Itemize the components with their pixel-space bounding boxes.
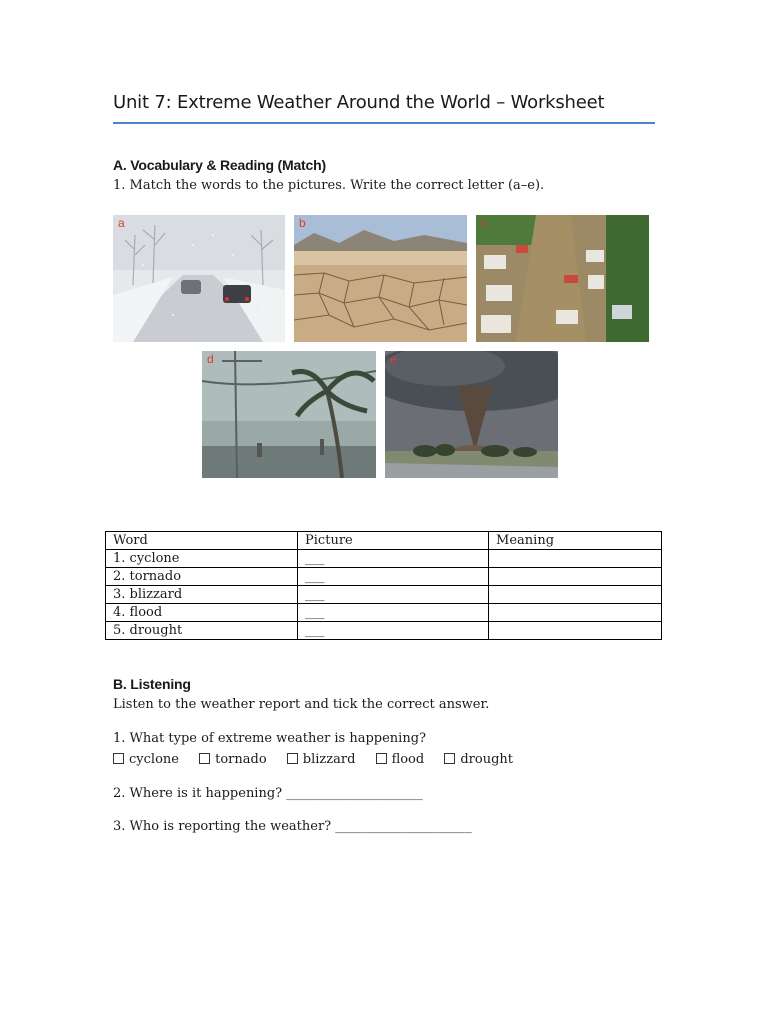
worksheet-title: Unit 7: Extreme Weather Around the World – Worksheet [113,92,605,113]
picture-c-letter: c [481,216,487,230]
meaning-cell[interactable] [489,550,662,568]
picture-answer-cell[interactable]: ___ [298,550,489,568]
table-row [106,568,662,586]
section-a-instruction: 1. Match the words to the pictures. Write the correct letter (a–e). [113,178,545,193]
picture-e-letter: e [390,352,397,366]
picture-a-blizzard [113,215,285,342]
word-cell: 3. blizzard [106,586,298,604]
match-table [105,531,662,640]
picture-a-letter: a [118,216,125,230]
header-word: Word [106,532,298,550]
section-b-heading: B. Listening [113,676,191,692]
option-label: blizzard [302,752,356,767]
question-1: 1. What type of extreme weather is happening? [113,731,426,746]
checkbox-icon[interactable] [444,753,455,764]
word-cell: 5. drought [106,622,298,640]
option-label: flood [391,752,425,767]
table-row [106,622,662,640]
checkbox-icon[interactable] [376,753,387,764]
picture-answer-cell[interactable]: ___ [298,568,489,586]
meaning-cell[interactable] [489,586,662,604]
header-picture: Picture [298,532,489,550]
title-underline [113,122,655,124]
picture-answer-cell[interactable]: ___ [298,622,489,640]
option-label: tornado [215,752,267,767]
meaning-cell[interactable] [489,604,662,622]
option-blizzard[interactable] [287,752,356,767]
option-label: cyclone [129,752,179,767]
word-cell: 1. cyclone [106,550,298,568]
picture-answer-cell[interactable]: ___ [298,604,489,622]
picture-b-letter: b [299,216,306,230]
section-a-heading: A. Vocabulary & Reading (Match) [113,157,326,173]
table-header-row [106,532,662,550]
option-drought[interactable] [444,752,513,767]
option-flood[interactable] [376,752,425,767]
section-b-instruction: Listen to the weather report and tick the correct answer. [113,697,490,712]
option-tornado[interactable] [199,752,267,767]
table-row [106,586,662,604]
picture-c-flood [476,215,649,342]
picture-d-cyclone [202,351,376,478]
checkbox-icon[interactable] [199,753,210,764]
weather-type-options [113,752,529,767]
word-cell: 4. flood [106,604,298,622]
picture-b-drought [294,215,467,342]
header-meaning: Meaning [489,532,662,550]
picture-e-tornado [385,351,558,478]
meaning-cell[interactable] [489,622,662,640]
table-row [106,604,662,622]
question-2[interactable]: 2. Where is it happening? _____________________ [113,786,423,801]
picture-answer-cell[interactable]: ___ [298,586,489,604]
meaning-cell[interactable] [489,568,662,586]
table-row [106,550,662,568]
option-label: drought [460,752,514,767]
picture-d-letter: d [207,352,214,366]
word-cell: 2. tornado [106,568,298,586]
checkbox-icon[interactable] [113,753,124,764]
checkbox-icon[interactable] [287,753,298,764]
question-3[interactable]: 3. Who is reporting the weather? _____________________ [113,819,472,834]
option-cyclone[interactable] [113,752,179,767]
